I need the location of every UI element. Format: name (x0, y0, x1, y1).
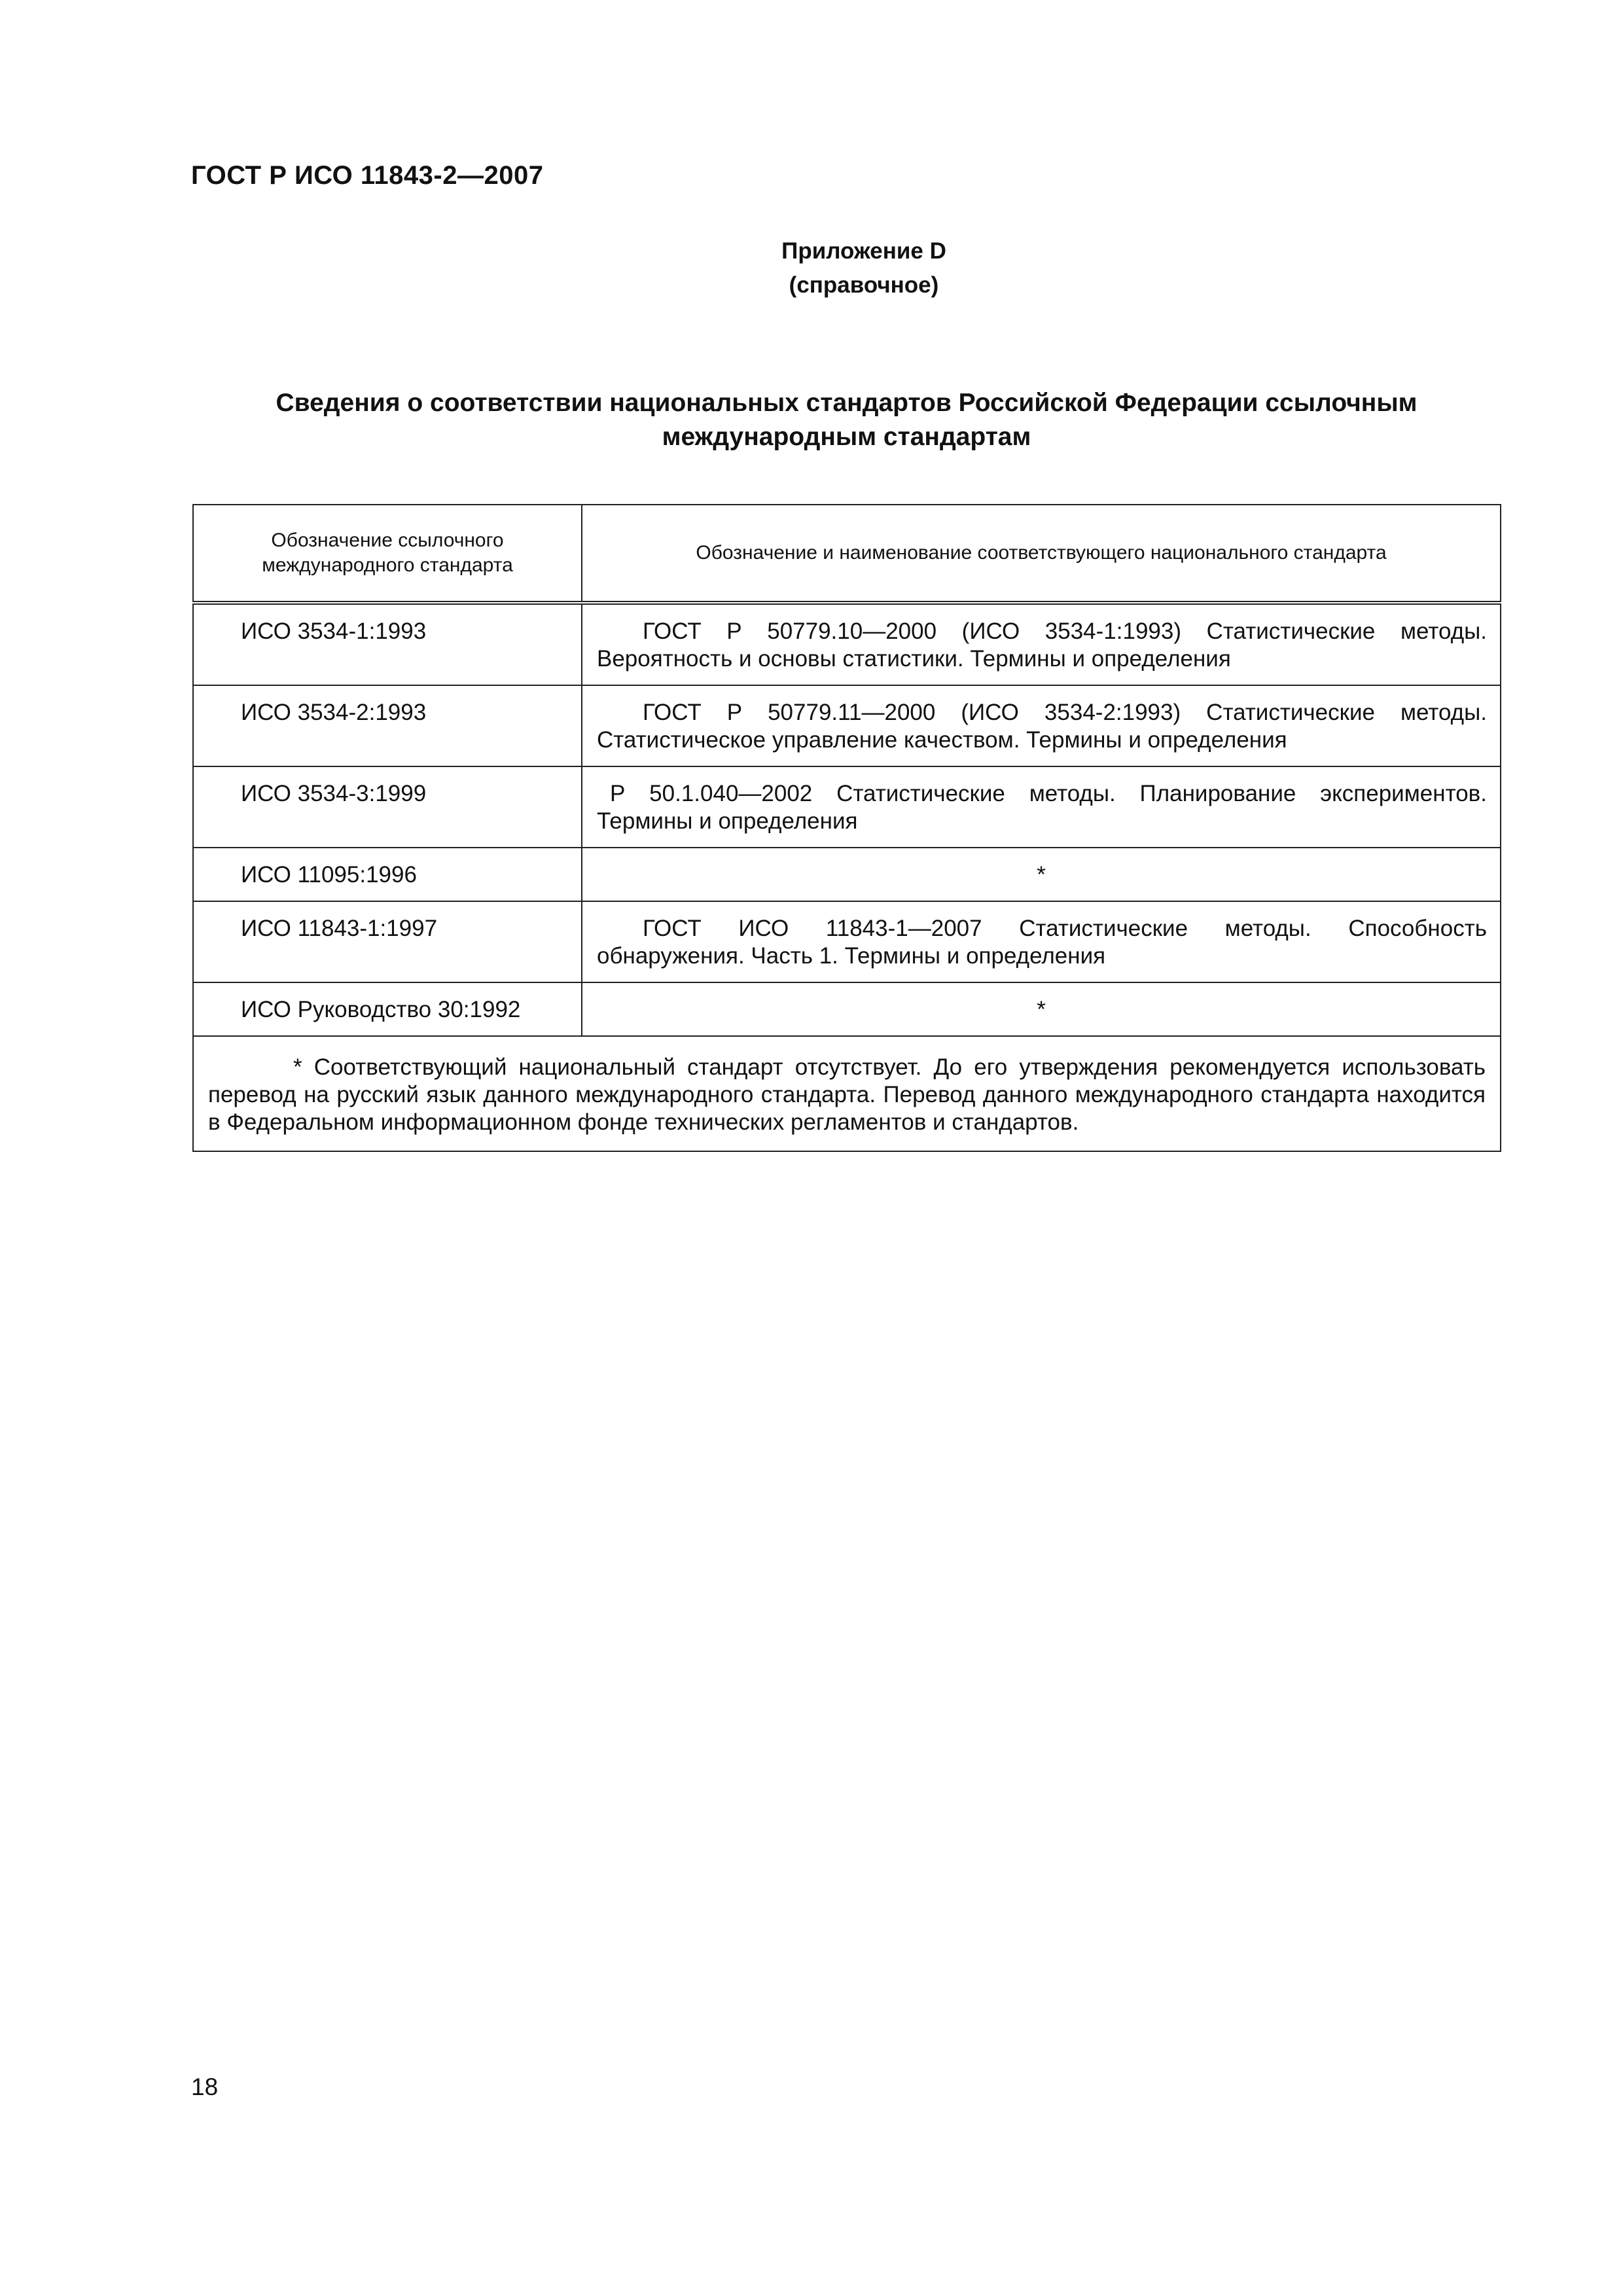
page-number: 18 (191, 2073, 219, 2100)
national-standard-cell: Р 50.1.040—2002 Статистические методы. Планирование экспериментов. Термины и определения (582, 766, 1501, 848)
standards-correspondence-table (192, 504, 1501, 1152)
appendix-heading (694, 234, 1034, 302)
national-standard-cell: ГОСТ ИСО 11843-1—2007 Статистические методы. Способность обнаружения. Часть 1. Термины и определения (582, 901, 1501, 982)
reference-standard-cell: ИСО Руководство 30:1992 (193, 982, 582, 1036)
table-row (193, 685, 1501, 766)
table-footnote-row (193, 1036, 1501, 1151)
reference-standard-cell: ИСО 3534-2:1993 (193, 685, 582, 766)
national-standard-cell: ГОСТ Р 50779.10—2000 (ИСО 3534-1:1993) Статистические методы. Вероятность и основы статистики. Термины и определения (582, 603, 1501, 685)
reference-standard-cell: ИСО 3534-3:1999 (193, 766, 582, 848)
table-row (193, 848, 1501, 901)
column-header-reference: Обозначение ссылочного международного стандарта (193, 505, 582, 603)
column-header-national: Обозначение и наименование соответствующего национального стандарта (582, 505, 1501, 603)
document-code: ГОСТ Р ИСО 11843-2—2007 (191, 161, 544, 190)
appendix-subtitle: (справочное) (789, 272, 939, 298)
table-header-row (193, 505, 1501, 603)
table-footnote: * Соответствующий национальный стандарт отсутствует. До его утверждения рекомендуется использовать перевод на русский язык данного международного стандарта. Перевод данного международного стандарта находится в Федеральном информационном фонде технических регламентов и стандартов. (193, 1036, 1501, 1151)
national-standard-cell: ГОСТ Р 50779.11—2000 (ИСО 3534-2:1993) Статистические методы. Статистическое управление качеством. Термины и определения (582, 685, 1501, 766)
national-standard-absent-cell: * (582, 848, 1501, 901)
table-row (193, 603, 1501, 685)
national-standard-absent-cell: * (582, 982, 1501, 1036)
table-row (193, 982, 1501, 1036)
appendix-title: Приложение D (781, 238, 946, 264)
reference-standard-cell: ИСО 11843-1:1997 (193, 901, 582, 982)
reference-standard-cell: ИСО 11095:1996 (193, 848, 582, 901)
reference-standard-cell: ИСО 3534-1:1993 (193, 603, 582, 685)
table-row (193, 901, 1501, 982)
table-row (193, 766, 1501, 848)
section-title: Сведения о соответствии национальных стандартов Российской Федерации ссылочным международным стандартам (276, 389, 1418, 451)
